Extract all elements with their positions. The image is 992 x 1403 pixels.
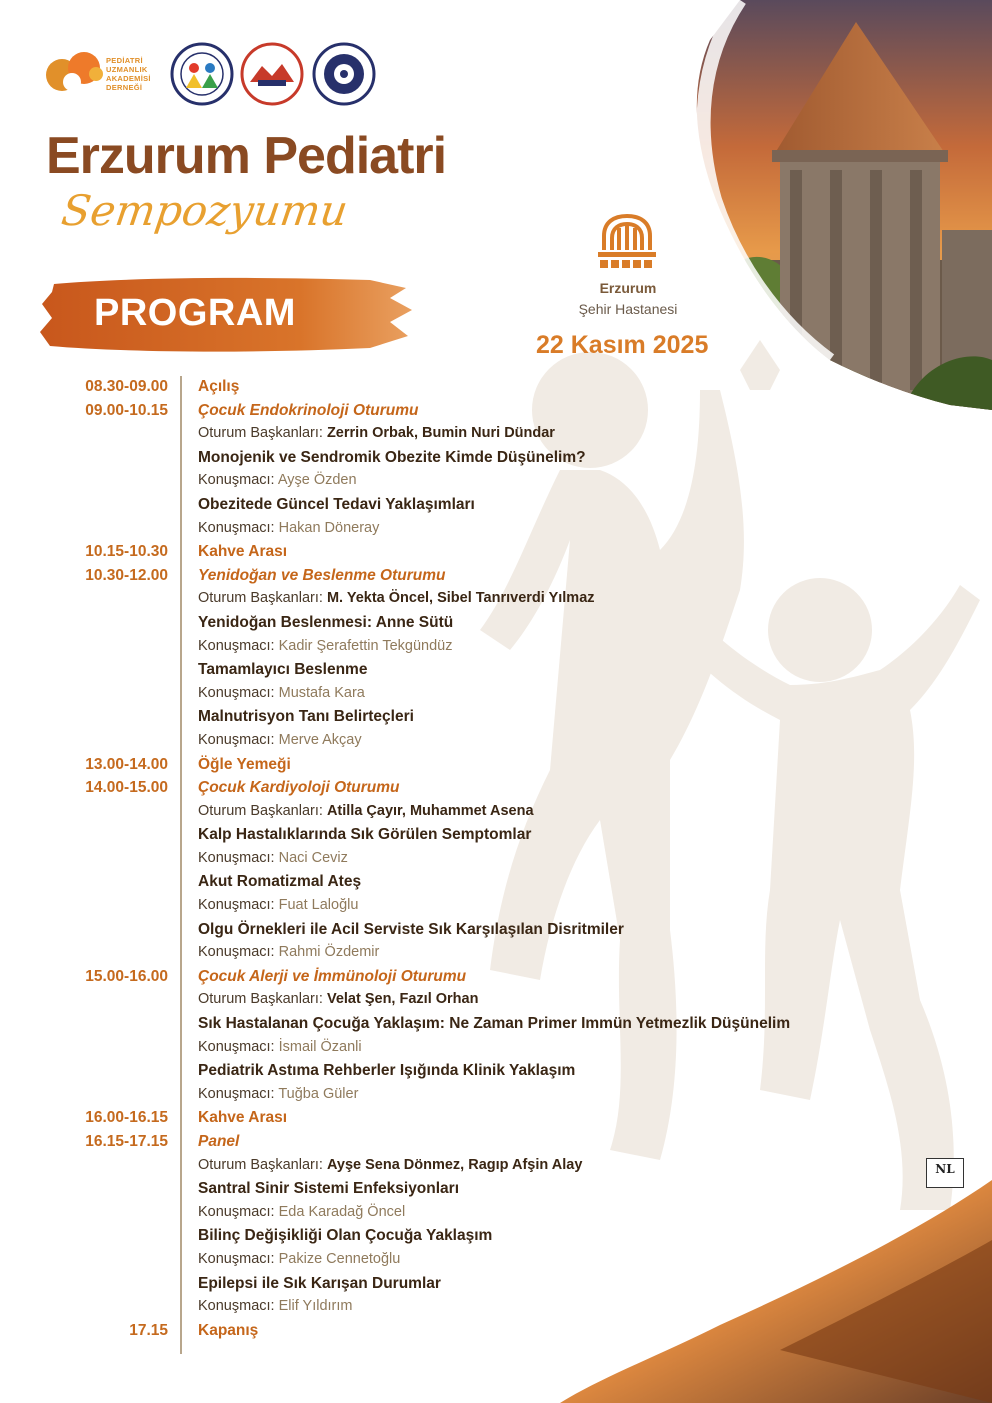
speaker-name: Hakan Döneray — [278, 519, 380, 536]
schedule-row-session — [0, 376, 992, 400]
session-title: Açılış — [198, 378, 240, 395]
speaker-name: Merve Akçay — [278, 731, 362, 748]
speaker-name: Rahmi Özdemir — [278, 944, 380, 961]
speaker-label: Konuşmacı: — [198, 519, 275, 536]
schedule-row-speaker — [0, 636, 992, 660]
speaker-name: Mustafa Kara — [278, 684, 365, 701]
schedule-time: 09.00-10.15 — [85, 401, 168, 419]
talk-speaker — [198, 1298, 352, 1314]
schedule-row-talk — [0, 1060, 992, 1084]
schedule-row-session — [0, 966, 992, 990]
schedule-row-chairs — [0, 1155, 992, 1179]
schedule-row-speaker — [0, 518, 992, 542]
venue-name: Şehir Hastanesi — [578, 301, 678, 317]
schedule-row-speaker — [0, 942, 992, 966]
event-date: 22 Kasım 2025 — [536, 331, 709, 359]
talk-speaker — [198, 1204, 405, 1220]
speaker-name: Ayşe Özden — [277, 472, 357, 489]
talk-title: Epilepsi ile Sık Karışan Durumlar — [198, 1274, 441, 1292]
talk-title: Akut Romatizmal Ateş — [198, 873, 362, 891]
session-title: Yenidoğan ve Beslenme Oturumu — [198, 566, 446, 584]
chair-names: M. Yekta Öncel, Sibel Tanrıverdi Yılmaz — [326, 590, 595, 607]
chair-names: Zerrin Orbak, Bumin Nuri Dündar — [326, 425, 555, 442]
schedule-row-session — [0, 1131, 992, 1155]
talk-title: Monojenik ve Sendromik Obezite Kimde Düşünelim? — [198, 448, 586, 466]
talk-speaker — [198, 1039, 362, 1055]
schedule-row-session — [0, 1107, 992, 1131]
hospital-logo-icon — [242, 44, 302, 104]
talk-speaker — [198, 944, 379, 960]
session-chairs — [198, 991, 478, 1007]
speaker-label: Konuşmacı: — [198, 1203, 275, 1220]
schedule-row-speaker — [0, 1202, 992, 1226]
speaker-label: Konuşmacı: — [198, 944, 275, 961]
talk-title: Tamamlayıcı Beslenme — [198, 661, 368, 679]
schedule-row-talk — [0, 1273, 992, 1297]
schedule-time: 15.00-16.00 — [85, 967, 168, 985]
schedule-row-talk — [0, 824, 992, 848]
schedule-row-speaker — [0, 848, 992, 872]
speaker-label: Konuşmacı: — [198, 1085, 275, 1102]
chairs-label: Oturum Başkanları: — [198, 425, 323, 442]
talk-speaker — [198, 685, 365, 701]
nl-logo-badge: NL — [926, 1158, 964, 1188]
speaker-name: Fuat Laloğlu — [278, 897, 359, 914]
session-chairs — [198, 803, 534, 819]
event-title: Erzurum Pediatri — [46, 127, 447, 185]
schedule-time: 10.15-10.30 — [85, 543, 168, 561]
chairs-label: Oturum Başkanları: — [198, 802, 323, 819]
session-title: Çocuk Endokrinoloji Oturumu — [198, 401, 419, 419]
schedule-row-talk — [0, 1178, 992, 1202]
speaker-label: Konuşmacı: — [198, 1038, 275, 1055]
schedule-row-talk — [0, 612, 992, 636]
speaker-name: Eda Karadağ Öncel — [278, 1203, 406, 1220]
speaker-label: Konuşmacı: — [198, 472, 275, 489]
schedule-time: 16.00-16.15 — [85, 1109, 168, 1127]
speaker-label: Konuşmacı: — [198, 637, 275, 654]
speaker-label: Konuşmacı: — [198, 897, 275, 914]
schedule-row-chairs — [0, 989, 992, 1013]
talk-title: Pediatrik Astıma Rehberler Işığında Klinik Yaklaşım — [198, 1062, 576, 1080]
schedule-row-session — [0, 400, 992, 424]
schedule-row-talk — [0, 871, 992, 895]
chairs-label: Oturum Başkanları: — [198, 590, 323, 607]
talk-title: Santral Sinir Sistemi Enfeksiyonları — [198, 1180, 460, 1198]
program-schedule — [0, 376, 992, 1343]
schedule-row-speaker — [0, 1249, 992, 1273]
talk-speaker — [198, 850, 348, 866]
chair-names: Atilla Çayır, Muhammet Asena — [326, 802, 534, 819]
schedule-row-speaker — [0, 1296, 992, 1320]
session-chairs — [198, 1157, 582, 1173]
schedule-row-speaker — [0, 895, 992, 919]
speaker-name: Pakize Cennetoğlu — [278, 1250, 401, 1267]
schedule-row-chairs — [0, 588, 992, 612]
schedule-row-speaker — [0, 1037, 992, 1061]
venue-city: Erzurum — [599, 280, 657, 296]
speaker-label: Konuşmacı: — [198, 684, 275, 701]
schedule-row-speaker — [0, 683, 992, 707]
chairs-label: Oturum Başkanları: — [198, 991, 323, 1008]
schedule-time: 10.30-12.00 — [85, 566, 168, 584]
schedule-row-speaker — [0, 470, 992, 494]
session-chairs — [198, 590, 595, 606]
talk-speaker — [198, 732, 362, 748]
speaker-name: Tuğba Güler — [278, 1085, 359, 1102]
session-title: Kahve Arası — [198, 1109, 288, 1127]
schedule-row-talk — [0, 706, 992, 730]
ataturk-university-logo-icon — [314, 44, 374, 104]
sponsor-logos — [44, 42, 384, 106]
association-name: PEDİATRİ UZMANLIK AKADEMİSİ DERNEĞİ — [106, 56, 151, 92]
talk-speaker — [198, 897, 358, 913]
session-title: Çocuk Alerji ve İmmünoloji Oturumu — [198, 967, 467, 985]
chairs-label: Oturum Başkanları: — [198, 1156, 323, 1173]
schedule-row-talk — [0, 447, 992, 471]
talk-speaker — [198, 472, 357, 488]
speaker-name: İsmail Özanli — [278, 1038, 362, 1055]
talk-speaker — [198, 1086, 358, 1102]
speaker-name: Kadir Şerafettin Tekgündüz — [278, 637, 453, 654]
schedule-row-chairs — [0, 801, 992, 825]
schedule-row-talk — [0, 1013, 992, 1037]
schedule-time: 16.15-17.15 — [85, 1133, 168, 1150]
schedule-time: 13.00-14.00 — [85, 755, 168, 773]
schedule-row-speaker — [0, 1084, 992, 1108]
chair-names: Velat Şen, Fazıl Orhan — [326, 991, 479, 1008]
schedule-row-session — [0, 541, 992, 565]
speaker-name: Elif Yıldırım — [278, 1298, 353, 1315]
session-title: Öğle Yemeği — [198, 755, 291, 773]
hospital-building-icon — [594, 210, 660, 276]
talk-speaker — [198, 520, 379, 536]
schedule-row-talk — [0, 1225, 992, 1249]
schedule-row-session — [0, 754, 992, 778]
talk-title: Bilinç Değişikliği Olan Çocuğa Yaklaşım — [198, 1227, 493, 1245]
session-title: Panel — [198, 1133, 240, 1150]
schedule-time: 08.30-09.00 — [85, 378, 168, 395]
program-heading: PROGRAM — [94, 292, 296, 334]
schedule-row-talk — [0, 494, 992, 518]
schedule-row-talk — [0, 919, 992, 943]
speaker-label: Konuşmacı: — [198, 1298, 275, 1315]
schedule-row-session — [0, 1320, 992, 1344]
talk-title: Obezitede Güncel Tedavi Yaklaşımları — [198, 495, 475, 513]
talk-title: Malnutrisyon Tanı Belirteçleri — [198, 708, 414, 726]
session-title: Kapanış — [198, 1321, 259, 1339]
schedule-row-talk — [0, 659, 992, 683]
speaker-label: Konuşmacı: — [198, 849, 275, 866]
session-chairs — [198, 425, 555, 441]
speaker-label: Konuşmacı: — [198, 731, 275, 748]
talk-title: Olgu Örnekleri ile Acil Serviste Sık Karşılaşılan Disritmiler — [198, 920, 624, 938]
speaker-name: Naci Ceviz — [278, 849, 348, 866]
schedule-time: 14.00-15.00 — [85, 779, 168, 797]
talk-speaker — [198, 1251, 400, 1267]
schedule-row-session — [0, 565, 992, 589]
session-title: Çocuk Kardiyoloji Oturumu — [198, 779, 400, 797]
talk-speaker — [198, 638, 452, 654]
event-subtitle: Sempozyumu — [58, 186, 351, 235]
schedule-row-chairs — [0, 423, 992, 447]
talk-title: Yenidoğan Beslenmesi: Anne Sütü — [198, 613, 454, 631]
schedule-row-speaker — [0, 730, 992, 754]
association-logo-icon — [46, 52, 103, 91]
session-title: Kahve Arası — [198, 543, 288, 561]
speaker-label: Konuşmacı: — [198, 1250, 275, 1267]
dogu-pediatri-logo-icon — [172, 44, 232, 104]
schedule-row-session — [0, 777, 992, 801]
talk-title: Kalp Hastalıklarında Sık Görülen Semptomlar — [198, 826, 532, 844]
chair-names: Ayşe Sena Dönmez, Ragıp Afşin Alay — [326, 1156, 583, 1173]
talk-title: Sık Hastalanan Çocuğa Yaklaşım: Ne Zaman Primer Immün Yetmezlik Düşünelim — [198, 1015, 791, 1033]
schedule-time: 17.15 — [129, 1321, 168, 1339]
